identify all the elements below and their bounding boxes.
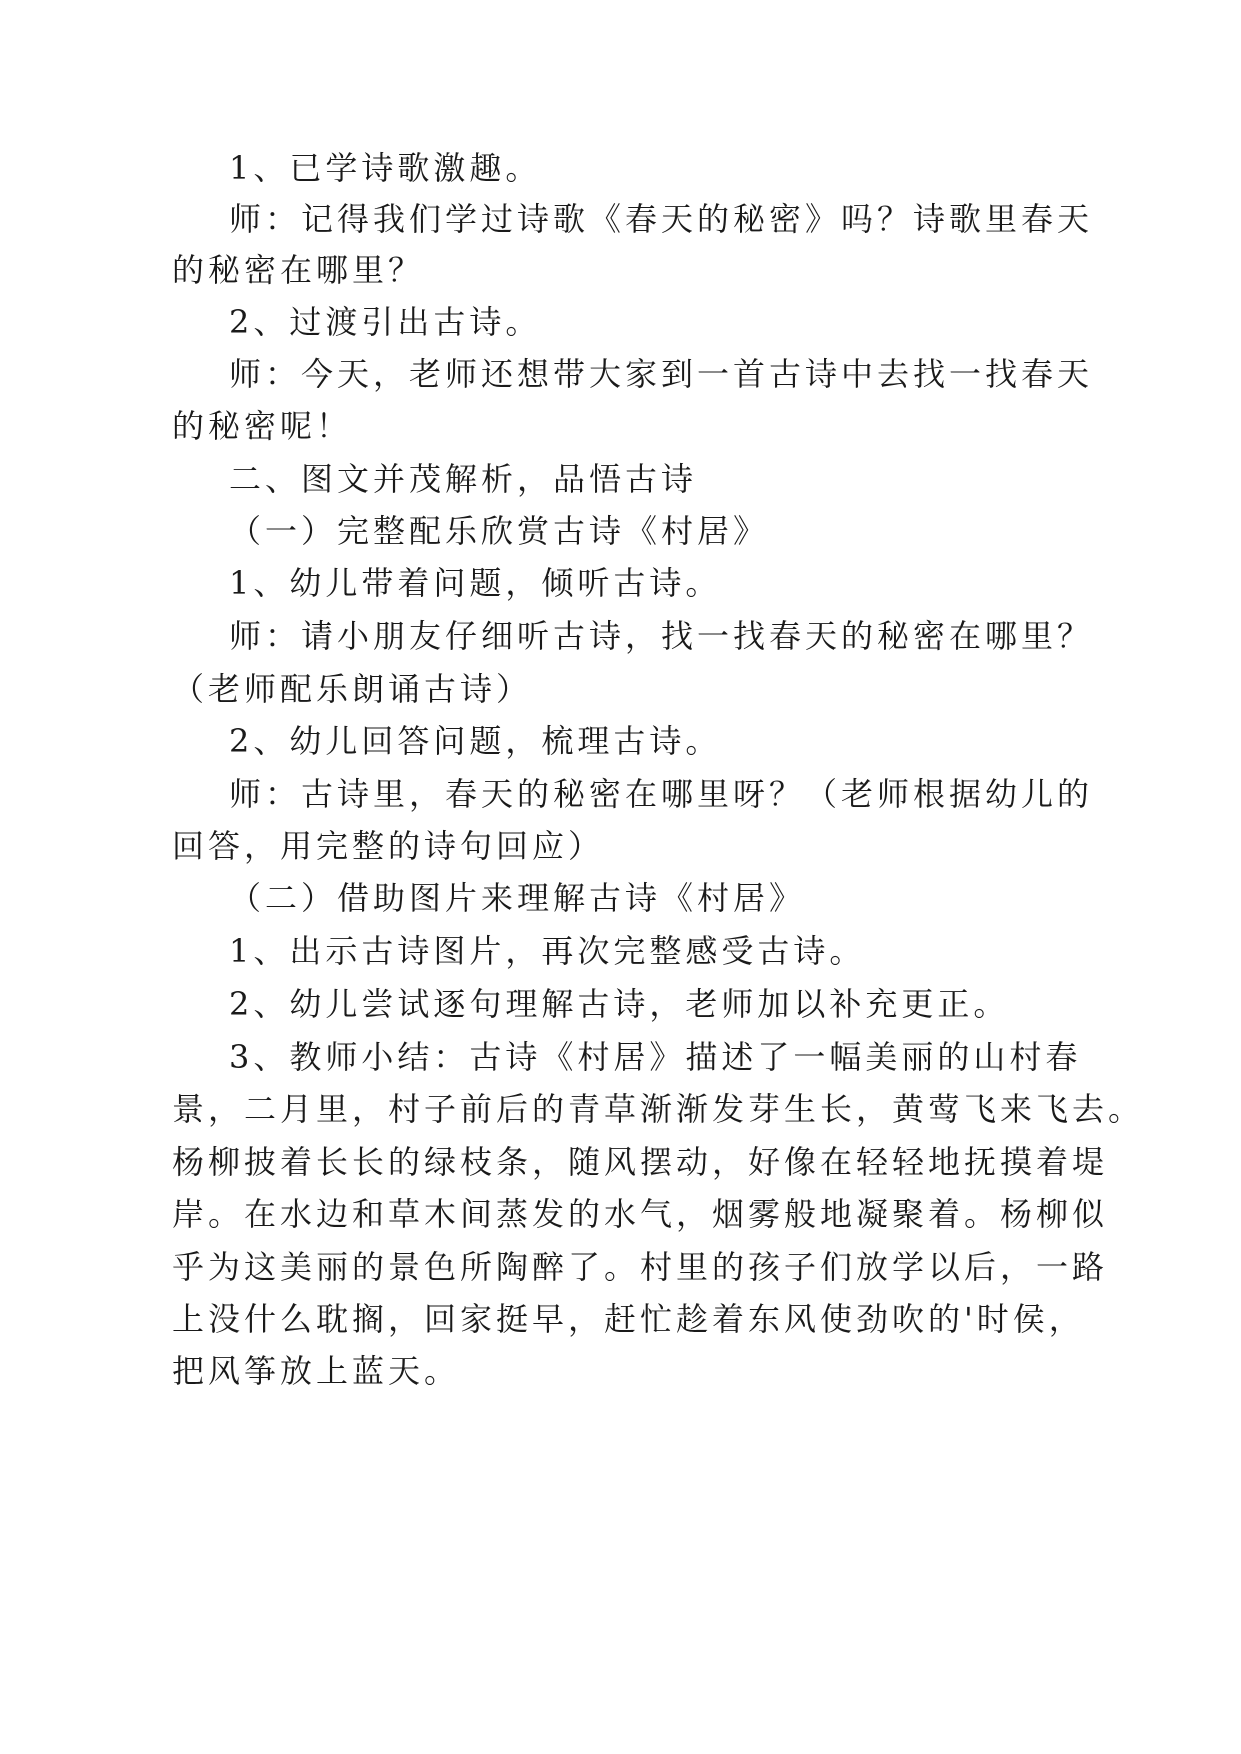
text-line: 师：请小朋友仔细听古诗，找一找春天的秘密在哪里？ [229, 617, 1094, 655]
text-line: （老师配乐朗诵古诗） [172, 670, 533, 708]
subsection-heading: （二）借助图片来理解古诗《村居》 [229, 879, 806, 917]
text-line: 岸。在水边和草木间蒸发的水气，烟雾般地凝聚着。杨柳似 [172, 1195, 1109, 1233]
text-line: 上没什么耽搁，回家挺早，赶忙趁着东风使劲吹的'时侯， [172, 1300, 1085, 1338]
text-line: 2、过渡引出古诗。 [229, 303, 542, 341]
text-line: 师：记得我们学过诗歌《春天的秘密》吗？诗歌里春天 [229, 200, 1094, 238]
text-line: 把风筝放上蓝天。 [172, 1352, 461, 1390]
text-line: 3、教师小结：古诗《村居》描述了一幅美丽的山村春 [229, 1038, 1082, 1076]
text-line: 师：古诗里，春天的秘密在哪里呀？（老师根据幼儿的 [229, 775, 1094, 813]
text-line: 的秘密呢！ [172, 407, 353, 445]
text-line: 2、幼儿尝试逐句理解古诗，老师加以补充更正。 [229, 985, 1010, 1023]
text-line: 2、幼儿回答问题，梳理古诗。 [229, 722, 722, 760]
text-line: 1、出示古诗图片，再次完整感受古诗。 [229, 932, 866, 970]
text-line: 回答，用完整的诗句回应） [172, 827, 605, 865]
text-line: 1、已学诗歌激趣。 [229, 149, 542, 187]
text-line: 的秘密在哪里？ [172, 251, 425, 289]
text-line: 景，二月里，村子前后的青草渐渐发芽生长，黄莺飞来飞去。 [172, 1090, 1145, 1128]
subsection-heading: （一）完整配乐欣赏古诗《村居》 [229, 512, 770, 550]
text-line: 乎为这美丽的景色所陶醉了。村里的孩子们放学以后，一路 [172, 1248, 1109, 1286]
text-line: 1、幼儿带着问题，倾听古诗。 [229, 564, 722, 602]
text-line: 杨柳披着长长的绿枝条，随风摆动，好像在轻轻地抚摸着堤 [172, 1143, 1109, 1181]
text-line: 师：今天，老师还想带大家到一首古诗中去找一找春天 [229, 355, 1094, 393]
section-heading: 二、图文并茂解析，品悟古诗 [229, 460, 698, 498]
